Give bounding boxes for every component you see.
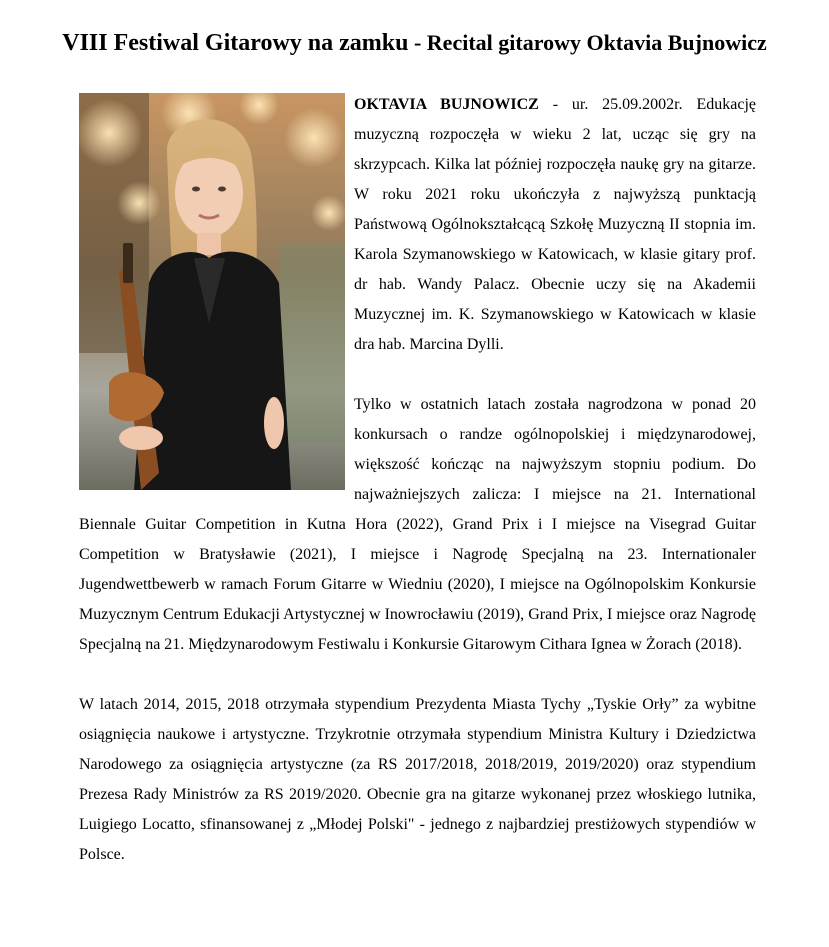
article-body xyxy=(79,90,756,870)
bio-scholarships-text: W latach 2014, 2015, 2018 otrzymała stypendium Prezydenta Miasta Tychy „Tyskie Orły” za wybitne osiągnięcia naukowe i artystyczne. Trzykrotnie otrzymała stypendium Ministra Kultury i Dziedzictwa Narodowego za osiągnięcia artystyczne (za RS 2017/2018, 2018/2019, 2019/2020) oraz stypendium Prezesa Rady Ministrów za RS 2019/2020. Obecnie gra na gitarze wykonanej przez włoskiego lutnika, Luigiego Locatto, sfinansowanej z „Młodej Polski" - jednego z najbardziej prestiżowych stypendiów w Polsce. xyxy=(79,696,756,863)
title-festival: VIII Festiwal Gitarowy na zamku xyxy=(62,30,409,56)
bio-birth: - ur. 25.09.2002r. xyxy=(538,96,683,113)
bio-paragraph-3 xyxy=(79,690,756,870)
bio-education-text: Edukację muzyczną rozpoczęła w wieku 2 lat, ucząc się gry na skrzypcach. Kilka lat później rozpoczęła naukę gry na gitarze. W roku 2021 roku ukończyła z najwyższą punktacją Państwową Ogólnokształcącą Szkołę Muzyczną II stopnia im. Karola Szymanowskiego w Katowicach, w klasie gitary prof. dr hab. Wandy Palacz. Obecnie uczy się na Akademii Muzycznej im. K. Szymanowskiego w Katowicach w klasie dra hab. Marcina Dylli. xyxy=(354,96,757,353)
portrait-illustration xyxy=(79,93,345,490)
page-title xyxy=(0,28,829,58)
title-recital: - Recital gitarowy Oktavia Bujnowicz xyxy=(408,30,767,55)
bio-name: OKTAVIA BUJNOWICZ xyxy=(354,96,539,113)
portrait-photo xyxy=(79,93,345,490)
bio-awards-text: Tylko w ostatnich latach została nagrodzona w ponad 20 konkursach o randze ogólnopolskiej i międzynarodowej, większość kończąc na najwyższym stopniu podium. Do najważniejszych zalicza: I miejsce na 21. International Biennale Guitar Competition in Kutna Hora (2022), Grand Prix i I miejsce na Visegrad Guitar Competition w Bratysławie (2021), I miejsce i Nagrodę Specjalną na 23. Internationaler Jugendwettbewerb w ramach Forum Gitarre w Wiedniu (2020), I miejsce na Ogólnopolskim Konkursie Muzycznym Centrum Edukacji Artystycznej w Inowrocławiu (2019), Grand Prix, I miejsce oraz Nagrodę Specjalną na 21. Międzynarodowym Festiwalu i Konkursie Gitarowym Cithara Ignea w Żorach (2018). xyxy=(79,396,756,653)
